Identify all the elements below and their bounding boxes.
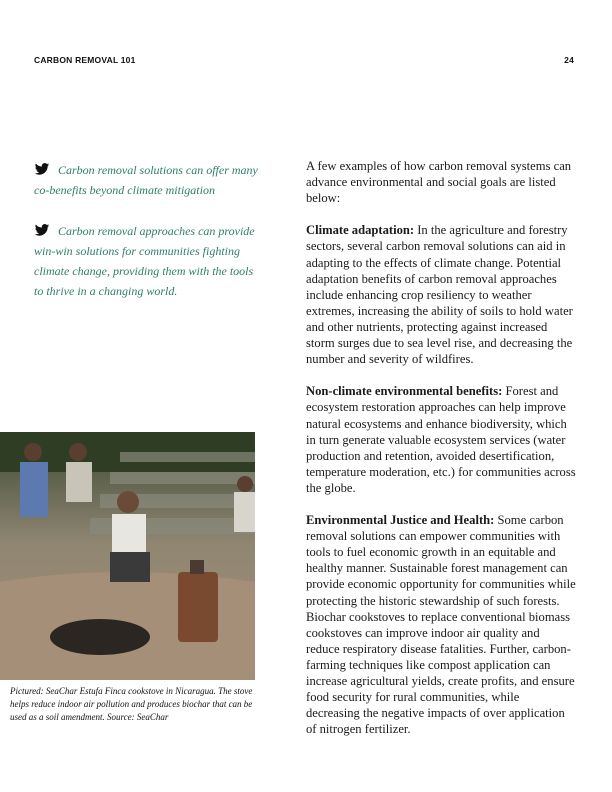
section-environmental-justice	[306, 512, 576, 737]
section-climate-adaptation	[306, 222, 576, 367]
section-non-climate-benefits	[306, 383, 576, 496]
section-text: Forest and ecosystem restoration approaches can help improve natural ecosystems and enhance biodiversity, which in turn generate valuable ecosystem services (water production and retention, avoided desertification, temperature moderation, etc.) for communities across the globe.	[306, 384, 576, 495]
section-text: In the agriculture and forestry sectors, several carbon removal solutions can aid in adapting to the effects of climate change. Potential adaptation benefits of carbon removal approaches include enhancing crop resiliency to weather extremes, increasing the ability of soils to hold water and other nutrients, protecting against increased storm surges due to sea level rise, and decreasing the number and severity of wildfires.	[306, 223, 573, 367]
quote-text: Carbon removal approaches can provide win-win solutions for communities fighting climate change, providing them with the tools to thrive in a changing world.	[34, 224, 255, 298]
tweetable-quote-2[interactable]	[34, 221, 259, 301]
cookstove-photo	[0, 432, 255, 680]
intro-paragraph: A few examples of how carbon removal systems can advance environmental and social goals are listed below:	[306, 159, 572, 206]
photo-caption: Pictured: SeaChar Estufa Finca cookstove in Nicaragua. The stove helps reduce indoor air pollution and produces biochar that can be used as a soil amendment. Source: SeaChar	[10, 686, 253, 722]
twitter-bird-icon	[34, 224, 50, 236]
main-text	[306, 158, 576, 753]
section-heading: Environmental Justice and Health:	[306, 513, 495, 528]
quote-text: Carbon removal solutions can offer many co-benefits beyond climate mitigation	[34, 163, 258, 197]
section-text: Some carbon removal solutions can empower communities with tools to fuel economic growth in an equitable and healthy manner. Sustainable forest management can provide economic opportunity for communities while protecting the historic stewardship of such forests. Biochar cookstoves to replace conventional biomass cookstoves can improve indoor air quality and reduce respiratory disease fatalities. Further, carbon-farming techniques like compost application can increase agricultural yields, create profits, and ensure food security for rural communities, while decreasing the negative impacts of over application of nitrogen fertilizer.	[306, 513, 576, 737]
tweetable-quote-1[interactable]	[34, 160, 259, 200]
page-number: 24	[564, 55, 574, 65]
section-heading: Climate adaptation:	[306, 223, 415, 238]
section-heading: Non-climate environmental benefits:	[306, 384, 503, 399]
twitter-bird-icon	[34, 163, 50, 175]
running-header-title: CARBON REMOVAL 101	[34, 55, 136, 65]
